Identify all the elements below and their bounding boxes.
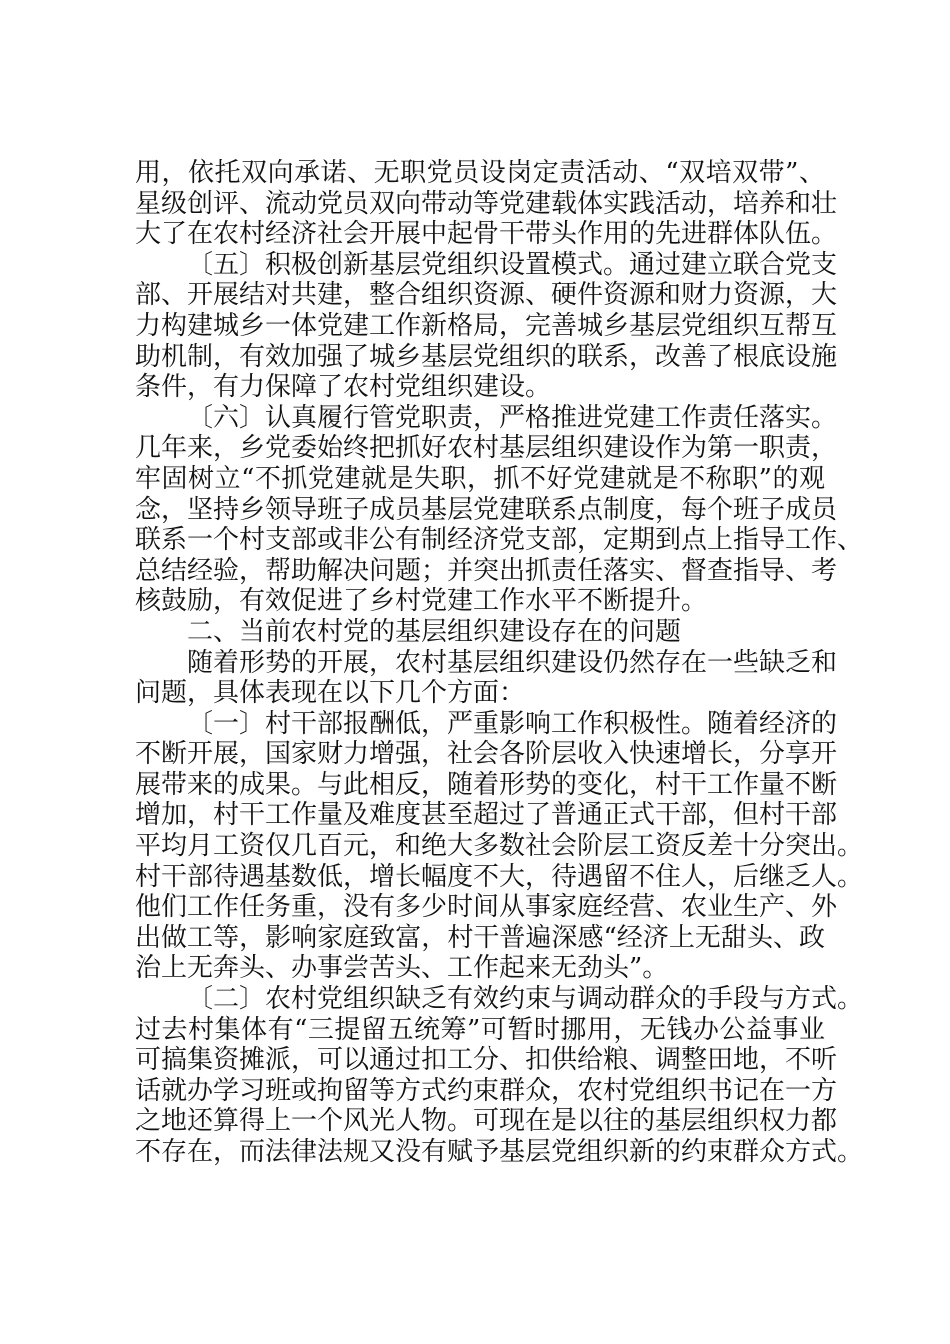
text-line: 话就办学习班或拘留等方式约束群众，农村党组织书记在一方 <box>135 1075 838 1106</box>
text-line: 联系一个村支部或非公有制经济党支部，定期到点上指导工作、 <box>135 525 864 556</box>
paragraph-five <box>135 249 838 403</box>
paragraph-two <box>135 984 864 1168</box>
text-line: 几年来，乡党委始终把抓好农村基层组织建设作为第一职责， <box>135 433 838 464</box>
text-line: 牢固树立“不抓党建就是失职，抓不好党建就是不称职”的观 <box>135 463 825 494</box>
text-line: 条件，有力保障了农村党组织建设。 <box>135 372 552 403</box>
text-line: 平均月工资仅几百元，和绝大多数社会阶层工资反差十分突出。 <box>135 831 864 862</box>
paragraph-six <box>135 402 864 617</box>
text-line: 部、开展结对共建，整合组织资源、硬件资源和财力资源，大 <box>135 280 838 311</box>
text-line: 村干部待遇基数低，增长幅度不大，待遇留不住人，后继乏人。 <box>135 861 864 892</box>
text-line: 随着形势的开展，农村基层组织建设仍然存在一些缺乏和 <box>187 647 838 678</box>
text-line: 出做工等，影响家庭致富，村干普遍深感“经济上无甜头、政 <box>135 922 825 953</box>
text-line: 之地还算得上一个风光人物。可现在是以往的基层组织权力都 <box>135 1106 838 1137</box>
text-line: 力构建城乡一体党建工作新格局，完善城乡基层党组织互帮互 <box>135 310 838 341</box>
text-line: 治上无奔头、办事尝苦头、工作起来无劲头”。 <box>135 953 669 984</box>
text-line: 增加，村干工作量及难度甚至超过了普通正式干部，但村干部 <box>135 800 838 831</box>
section-heading <box>135 617 825 648</box>
text-line: 过去村集体有“三提留五统筹”可暂时挪用，无钱办公益事业 <box>135 1014 825 1045</box>
text-line: 〔六〕认真履行管党职责，严格推进党建工作责任落实。 <box>187 402 838 433</box>
text-line: 〔五〕积极创新基层党组织设置模式。通过建立联合党支 <box>187 249 838 280</box>
text-line: 问题，具体表现在以下几个方面： <box>135 678 526 709</box>
text-line: 核鼓励，有效促进了乡村党建工作水平不断提升。 <box>135 586 708 617</box>
text-line: 〔一〕村干部报酬低，严重影响工作积极性。随着经济的 <box>187 708 838 739</box>
text-line: 不存在，而法律法规又没有赋予基层党组织新的约束群众方式。 <box>135 1137 864 1167</box>
document-body <box>135 158 864 1168</box>
text-line: 总结经验，帮助解决问题；并突出抓责任落实、督查指导、考 <box>135 555 838 586</box>
text-line: 用，依托双向承诺、无职党员设岗定责活动、“双培双带”、 <box>135 158 825 188</box>
text-line: 展带来的成果。与此相反，随着形势的变化，村干工作量不断 <box>135 769 838 800</box>
heading-line: 二、当前农村党的基层组织建设存在的问题 <box>187 616 682 647</box>
text-line: 助机制，有效加强了城乡基层党组织的联系，改善了根底设施 <box>135 341 838 372</box>
text-line: 他们工作任务重，没有多少时间从事家庭经营、农业生产、外 <box>135 892 838 923</box>
text-line: 大了在农村经济社会开展中起骨干带头作用的先进群体队伍。 <box>135 219 838 250</box>
text-line: 星级创评、流动党员双向带动等党建载体实践活动，培养和壮 <box>135 188 838 219</box>
paragraph <box>135 158 838 250</box>
text-line: 可搞集资摊派，可以通过扣工分、扣供给粮、调整田地，不听 <box>135 1045 838 1076</box>
text-line: 〔二〕农村党组织缺乏有效约束与调动群众的手段与方式。 <box>187 984 864 1015</box>
paragraph-one <box>135 708 864 984</box>
text-line: 念，坚持乡领导班子成员基层党建联系点制度，每个班子成员 <box>135 494 838 525</box>
text-line: 不断开展，国家财力增强，社会各阶层收入快速增长，分享开 <box>135 739 838 770</box>
paragraph-intro <box>135 647 838 709</box>
